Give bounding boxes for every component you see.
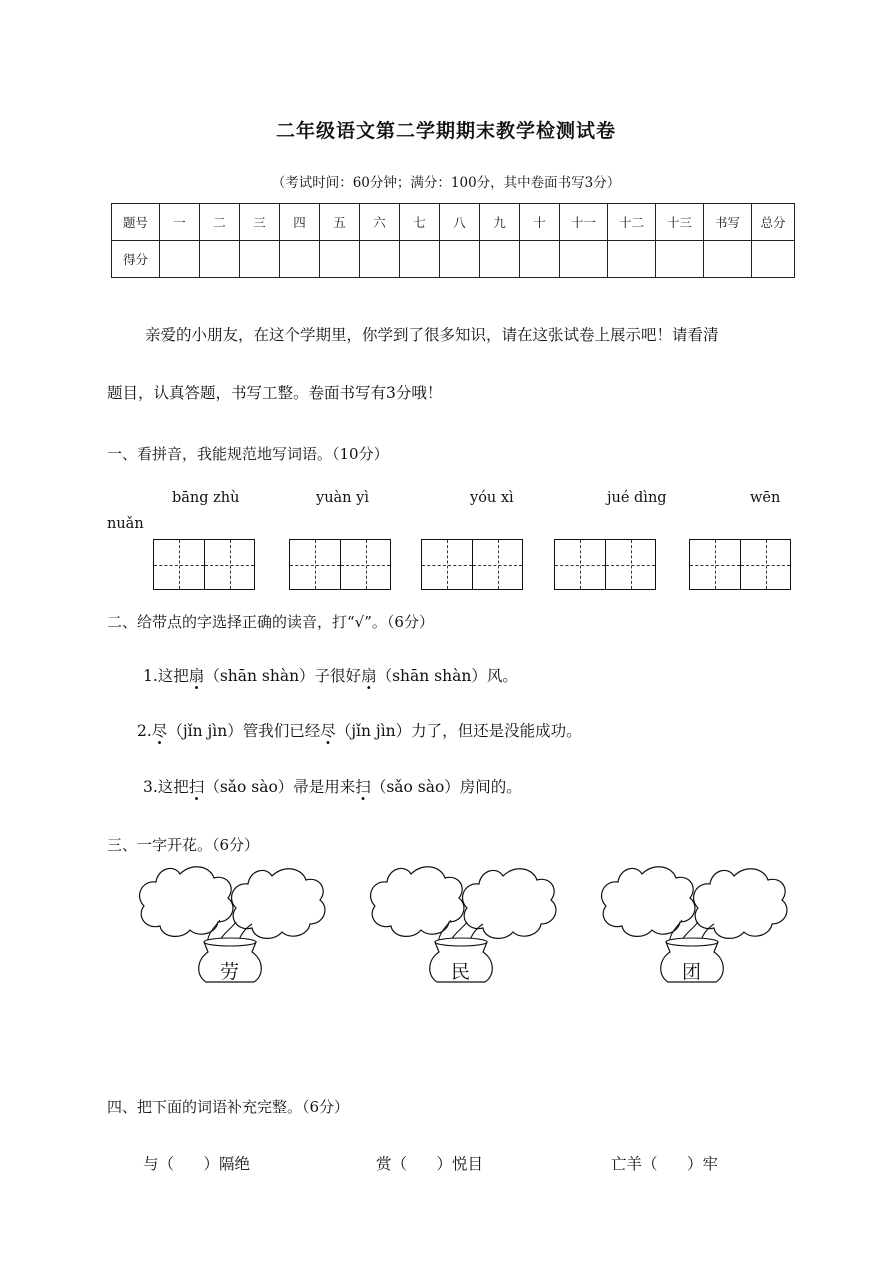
table-cell: 十 xyxy=(520,204,560,241)
text-segment: 1.这把 xyxy=(143,667,189,685)
table-cell: 十一 xyxy=(560,204,608,241)
pinyin-5: wēn xyxy=(750,490,781,506)
text-segment: 2. xyxy=(137,722,152,740)
pinyin-choice[interactable]: （shān shàn）子很好 xyxy=(204,667,362,685)
pinyin-4: jué dìng xyxy=(607,490,667,506)
table-cell: 四 xyxy=(280,204,320,241)
pinyin-choice[interactable]: （sǎo sào）帚是用来 xyxy=(204,778,356,796)
score-cell[interactable] xyxy=(360,241,400,278)
question-line xyxy=(137,719,582,741)
table-cell: 题号 xyxy=(112,204,160,241)
table-cell: 三 xyxy=(240,204,280,241)
section4-heading: 四、把下面的词语补充完整。（6分） xyxy=(107,1098,350,1116)
fill-blank-item[interactable]: 亡羊（ ）牢 xyxy=(611,1155,719,1173)
writing-grid[interactable] xyxy=(554,539,656,590)
flower-vase-illustrations xyxy=(0,860,892,1000)
table-cell: 六 xyxy=(360,204,400,241)
writing-grid[interactable] xyxy=(289,539,391,590)
writing-grid[interactable] xyxy=(153,539,255,590)
section2-heading: 二、给带点的字选择正确的读音，打“√”。（6分） xyxy=(107,613,434,631)
score-cell[interactable] xyxy=(400,241,440,278)
table-cell: 八 xyxy=(440,204,480,241)
intro-line-1: 亲爱的小朋友，在这个学期里，你学到了很多知识，请在这张试卷上展示吧！请看清 xyxy=(145,326,719,344)
dotted-char: 扫 xyxy=(188,778,205,796)
score-cell[interactable] xyxy=(200,241,240,278)
table-cell: 九 xyxy=(480,204,520,241)
score-cell[interactable] xyxy=(240,241,280,278)
table-cell: 一 xyxy=(160,204,200,241)
table-cell: 得分 xyxy=(112,241,160,278)
score-table xyxy=(111,203,795,278)
fill-blank-item[interactable]: 与（ ）隔绝 xyxy=(143,1155,251,1173)
pinyin-2: yuàn yì xyxy=(316,490,369,506)
pinyin-choice[interactable]: （jǐn jìn）管我们已经 xyxy=(167,722,321,740)
table-cell: 五 xyxy=(320,204,360,241)
score-cell[interactable] xyxy=(752,241,795,278)
score-cell[interactable] xyxy=(520,241,560,278)
intro-line-2: 题目，认真答题，书写工整。卷面书写有3分哦！ xyxy=(107,384,443,402)
score-cell[interactable] xyxy=(704,241,752,278)
score-cell[interactable] xyxy=(160,241,200,278)
table-cell: 书写 xyxy=(704,204,752,241)
score-table-score-row xyxy=(112,241,795,278)
exam-info: （考试时间：60分钟；满分：100分，其中卷面书写3分） xyxy=(271,175,621,191)
table-cell: 七 xyxy=(400,204,440,241)
score-cell[interactable] xyxy=(280,241,320,278)
dotted-char: 扇 xyxy=(361,667,377,685)
score-cell[interactable] xyxy=(608,241,656,278)
pinyin-choice[interactable]: （sǎo sào）房间的。 xyxy=(370,778,522,796)
vase-character: 劳 xyxy=(220,961,240,983)
writing-grid[interactable] xyxy=(421,539,523,590)
score-cell[interactable] xyxy=(560,241,608,278)
dotted-char: 尽 xyxy=(320,722,336,740)
score-table-header-row xyxy=(112,204,795,241)
table-cell: 十二 xyxy=(608,204,656,241)
question-line xyxy=(143,775,522,797)
pinyin-3: yóu xì xyxy=(470,490,514,506)
dotted-char: 扫 xyxy=(355,778,371,796)
section3-heading: 三、一字开花。（6分） xyxy=(107,836,260,854)
table-cell: 总分 xyxy=(752,204,795,241)
pinyin-1: bāng zhù xyxy=(172,490,240,506)
score-cell[interactable] xyxy=(320,241,360,278)
score-cell[interactable] xyxy=(440,241,480,278)
pinyin-choice[interactable]: （shān shàn）风。 xyxy=(376,667,518,685)
question-line xyxy=(143,664,518,686)
fill-blank-item[interactable]: 赏（ ）悦目 xyxy=(376,1155,484,1173)
table-cell: 十三 xyxy=(656,204,704,241)
page-title: 二年级语文第二学期期末教学检测试卷 xyxy=(275,120,616,142)
writing-grid[interactable] xyxy=(689,539,791,590)
vase-character: 团 xyxy=(682,961,702,983)
dotted-char: 尽 xyxy=(151,722,168,740)
table-cell: 二 xyxy=(200,204,240,241)
section1-heading: 一、看拼音，我能规范地写词语。（10分） xyxy=(107,445,389,463)
vase-character: 民 xyxy=(451,961,471,983)
pinyin-choice[interactable]: （jǐn jìn）力了，但还是没能成功。 xyxy=(335,722,582,740)
score-cell[interactable] xyxy=(480,241,520,278)
text-segment: 3.这把 xyxy=(143,778,189,796)
pinyin-5-wrap: nuǎn xyxy=(107,516,144,532)
dotted-char: 扇 xyxy=(188,667,205,685)
score-cell[interactable] xyxy=(656,241,704,278)
